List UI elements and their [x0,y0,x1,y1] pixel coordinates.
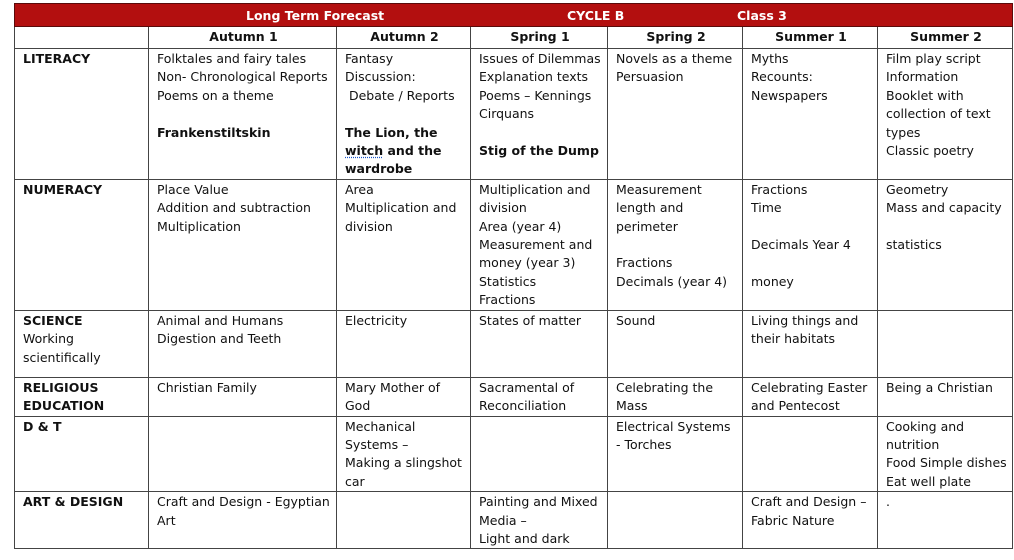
text-line: money (year 3) [479,255,576,271]
col-header-autumn2: Autumn 2 [337,27,471,49]
text-line: length and [616,200,684,216]
text-line: Poems on a theme [157,87,274,103]
text-line: Folktales and fairy tales [157,51,307,66]
literacy-spring1 [471,49,608,180]
row-numeracy [15,179,1013,310]
text-line: Multiplication [157,218,241,234]
text-line: Statistics [479,273,537,289]
text-line: Food Simple dishes [886,455,1007,471]
text-line: Making a slingshot [345,455,462,471]
re-summer1 [743,377,878,416]
spellcheck-word: witch [345,143,384,159]
title-cycle: CYCLE B [567,8,625,23]
literacy-summer2 [878,49,1013,180]
science-summer2 [878,310,1013,377]
text-line: Decimals Year 4 [751,237,851,253]
numeracy-autumn1 [149,179,337,310]
text-line: Discussion: [345,69,416,85]
text-line: nutrition [886,437,940,453]
art-spring1 [471,492,608,549]
text-line: Measurement and [479,237,593,253]
subject-numeracy [15,179,149,310]
text-line: Measurement [616,181,702,197]
text-line: Digestion and Teeth [157,331,282,347]
text-line: Reconciliation [479,398,567,414]
text-line: Multiplication and [345,200,457,216]
text-line: Mass and capacity [886,200,1002,216]
text-line: Being a Christian [886,379,993,395]
art-autumn2 [337,492,471,549]
text-line: Explanation texts [479,69,589,85]
art-summer1 [743,492,878,549]
corner-cell [15,27,149,49]
text-line: Electricity [345,312,408,328]
text-line: - Torches [616,437,672,453]
row-art-design [15,492,1013,549]
text-line: Mass [616,398,648,414]
text-line: Time [751,200,782,216]
text-line: Craft and Design - Egyptian [157,494,330,510]
subject-religious-education [15,377,149,416]
text-line: . [886,494,890,510]
re-spring2 [608,377,743,416]
subject-literacy [15,49,149,180]
text-line: their habitats [751,331,836,347]
text-line: Art [157,512,176,528]
title-bar [15,4,1013,27]
text-line: Sacramental of [479,379,575,395]
text-line: Media – [479,512,527,528]
numeracy-spring2 [608,179,743,310]
subject-label: NUMERACY [23,181,103,197]
text-line: Animal and Humans [157,312,284,328]
row-literacy [15,49,1013,180]
forecast-table [14,3,1013,549]
column-header-row [15,27,1013,49]
subject-label: ART & DESIGN [23,494,124,510]
text-line: Area (year 4) [479,218,562,234]
text-line: Fractions [751,181,808,197]
title-long-term-forecast: Long Term Forecast [246,8,385,23]
text-line: Eat well plate [886,473,971,489]
text-line: Fractions [616,255,673,271]
text-line: Mary Mother of [345,379,441,395]
text-line: Place Value [157,181,229,197]
literacy-spring2 [608,49,743,180]
literacy-summer1 [743,49,878,180]
re-summer2 [878,377,1013,416]
row-design-technology [15,416,1013,492]
text-line: Fabric Nature [751,512,835,528]
text-line: Poems – Kennings [479,87,592,103]
class-text-line [345,142,464,160]
class-text: Frankenstiltskin [157,124,271,140]
row-science [15,310,1013,377]
numeracy-spring1 [471,179,608,310]
text-line: Light and dark [479,531,570,547]
text-line: Living things and [751,312,859,328]
science-autumn1 [149,310,337,377]
class-text: Stig of the Dump [479,143,599,159]
re-autumn1 [149,377,337,416]
text-line: God [345,398,371,414]
literacy-autumn1 [149,49,337,180]
class-text: The Lion, the [345,124,438,140]
text-line: Decimals (year 4) [616,273,728,289]
row-religious-education [15,377,1013,416]
text-line: car [345,473,365,489]
text-line: statistics [886,237,942,253]
text-line: Addition and subtraction [157,200,311,216]
col-header-spring2: Spring 2 [608,27,743,49]
col-header-summer2: Summer 2 [878,27,1013,49]
text-line: Myths [751,51,789,66]
text-line: and Pentecost [751,398,840,414]
numeracy-autumn2 [337,179,471,310]
text-line: Area [345,181,374,197]
art-spring2 [608,492,743,549]
science-spring2 [608,310,743,377]
text-line: Newspapers [751,87,828,103]
col-header-summer1: Summer 1 [743,27,878,49]
text-line: Celebrating Easter [751,379,868,395]
text-line: Mechanical [345,418,416,434]
subject-design-technology [15,416,149,492]
class-text: wardrobe [345,161,413,177]
science-summer1 [743,310,878,377]
col-header-autumn1: Autumn 1 [149,27,337,49]
text-line: Information [886,69,959,85]
text-line: States of matter [479,312,582,328]
numeracy-summer2 [878,179,1013,310]
text-line: Cooking and [886,418,965,434]
text-line: Classic poetry [886,143,974,159]
text-line: Multiplication and [479,181,591,197]
text-line: Sound [616,312,656,328]
text-line: Painting and Mixed [479,494,598,510]
text-line: division [479,200,527,216]
text-line: money [751,273,794,289]
text-line: Geometry [886,181,949,197]
dt-spring1 [471,416,608,492]
text-line: collection of text [886,106,991,122]
text-line: Fractions [479,292,536,308]
re-autumn2 [337,377,471,416]
subject-art-design [15,492,149,549]
literacy-autumn2 [337,49,471,180]
science-autumn2 [337,310,471,377]
dt-autumn2 [337,416,471,492]
text-line: perimeter [616,218,678,234]
text-line: Christian Family [157,379,257,395]
art-autumn1 [149,492,337,549]
text-line: Novels as a theme [616,51,733,66]
text-line: Booklet with [886,87,964,103]
text-line: Fantasy [345,51,394,66]
subject-label: D & T [23,418,62,434]
subject-note: Working scientifically [23,331,101,365]
dt-summer2 [878,416,1013,492]
class-text-part: and the [387,143,442,159]
text-line: Persuasion [616,69,684,85]
text-line: Recounts: [751,69,813,85]
dt-spring2 [608,416,743,492]
subject-label: RELIGIOUS EDUCATION [23,379,105,414]
dt-autumn1 [149,416,337,492]
text-line: Cirquans [479,106,535,122]
text-line: Film play script [886,51,981,66]
text-line: Issues of Dilemmas [479,51,601,66]
re-spring1 [471,377,608,416]
text-line: Non- Chronological Reports [157,69,328,85]
numeracy-summer1 [743,179,878,310]
col-header-spring1: Spring 1 [471,27,608,49]
subject-label: SCIENCE [23,312,83,328]
text-line: Systems – [345,437,409,453]
subject-label: LITERACY [23,51,91,66]
text-line: Craft and Design – [751,494,867,510]
subject-science [15,310,149,377]
text-line: Celebrating the [616,379,714,395]
science-spring1 [471,310,608,377]
dt-summer1 [743,416,878,492]
text-line: Electrical Systems [616,418,731,434]
text-line: types [886,124,921,140]
title-class: Class 3 [737,8,787,23]
text-line: Debate / Reports [345,87,455,103]
text-line: division [345,218,393,234]
art-summer2 [878,492,1013,549]
